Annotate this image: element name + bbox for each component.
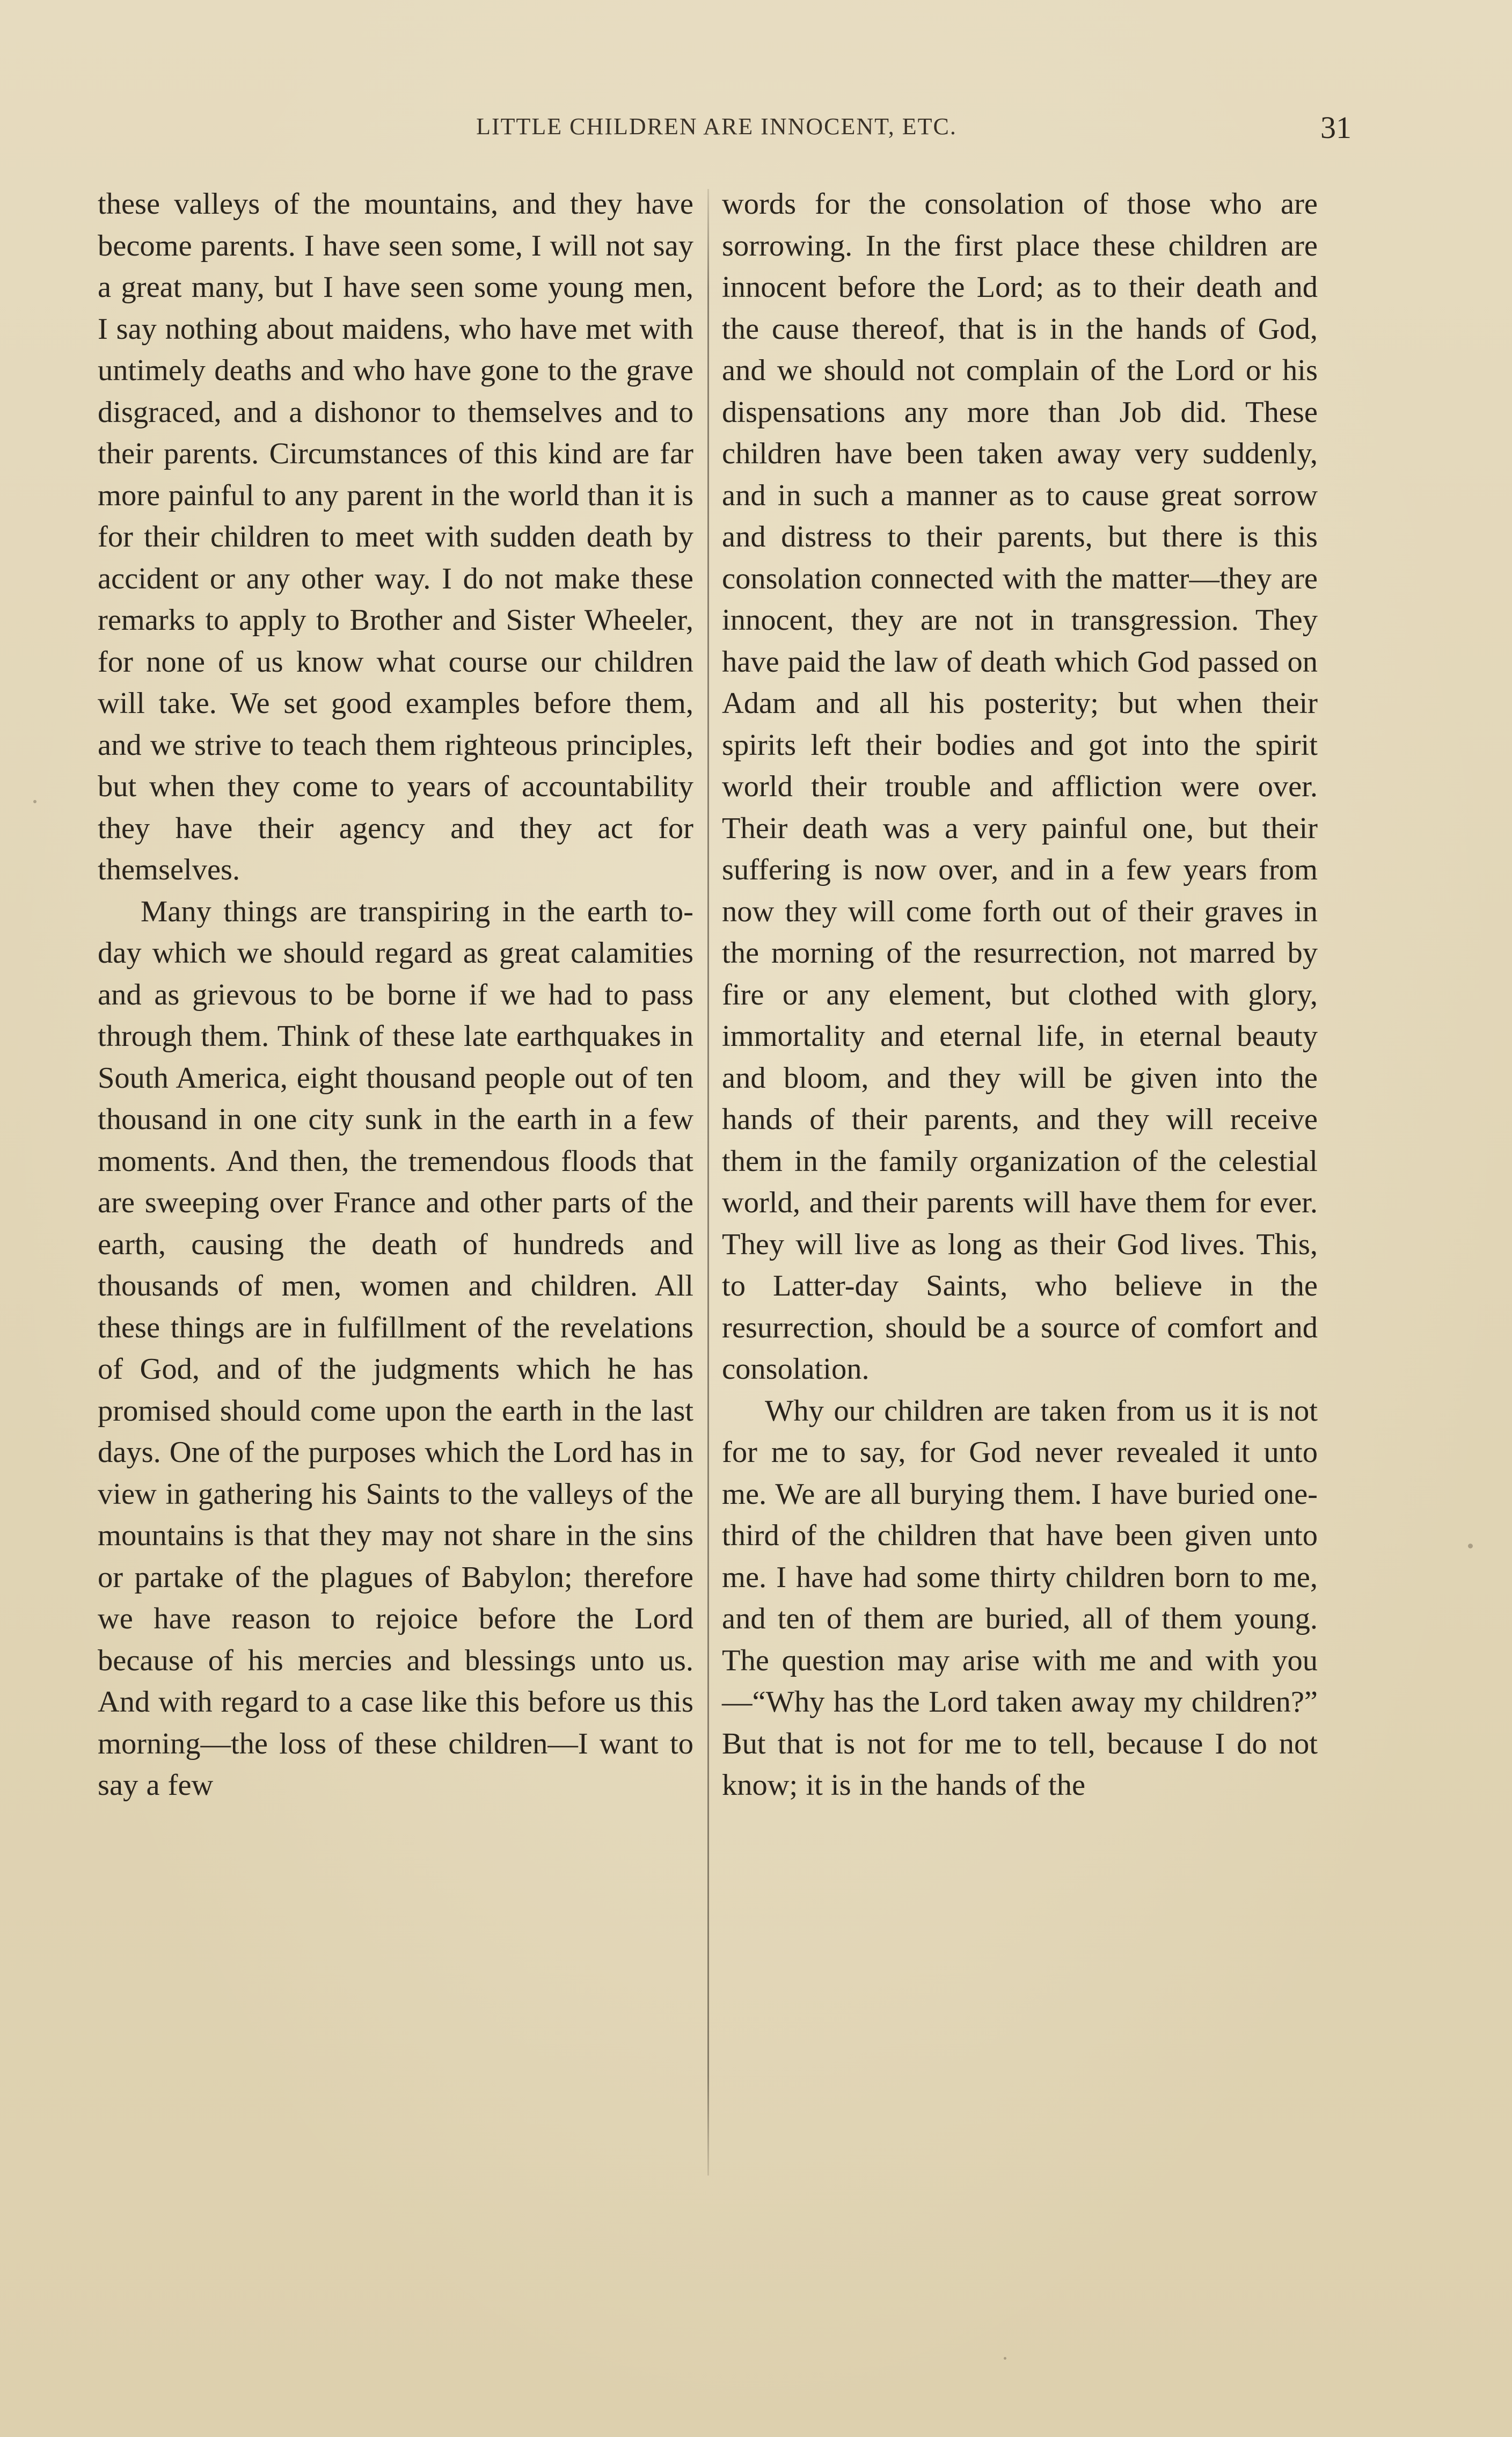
paragraph: Many things are transpiring in the earth to-day which we should regard as great calamities and as grievous to be borne if we had to pass through them. Think of these late earthquakes in South America, eight thousand people out of ten thousand in one city sunk in the earth in a few moments. And then, the tremendous floods that are sweeping over France and other parts of the earth, causing the death of hundreds and thousands of men, women and children. All these things are in fulfillment of the revelations of God, and of the judgments which he has promised should come upon the earth in the last days. One of the purposes which the Lord has in view in gathering his Saints to the valleys of the mountains is that they may not share in the sins or partake of the plagues of Babylon; therefore we have reason to rejoice before the Lord because of his mercies and blessings unto us. And with regard to a case like this before us this morning—the loss of these children—I want to say a few	[98, 894, 693, 1802]
column-divider	[707, 189, 709, 2176]
running-header	[91, 110, 1352, 150]
paragraph: Why our children are taken from us it is not for me to say, for God never revealed it unto me. We are all burying them. I have buried one-third of the children that have been given unto me. I have had some thirty children born to me, and ten of them are buried, all of them young. The question may arise with me and with you—“Why has the Lord taken away my children?” But that is not for me to tell, because I do not know; it is in the hands of the	[722, 1394, 1318, 1802]
paragraph: these valleys of the mountains, and they have become parents. I have seen some, I will not say a great many, but I have seen some young men, I say nothing about maidens, who have met with untimely deaths and who have gone to the grave disgraced, and a dishonor to themselves and to their parents. Circumstances of this kind are far more painful to any parent in the world than it is for their children to meet with sudden death by accident or any other way. I do not make these remarks to apply to Brother and Sister Wheeler, for none of us know what course our children will take. We set good examples before them, and we strive to teach them righteous principles, but when they come to years of accountability they have their agency and they act for themselves.	[98, 187, 693, 886]
right-column	[722, 184, 1318, 1807]
paper-speck	[1004, 2357, 1006, 2360]
paper-speck	[33, 800, 36, 803]
paragraph: words for the consolation of those who are sorrowing. In the first place these children are innocent before the Lord; as to their death and the cause thereof, that is in the hands of God, and we should not complain of the Lord or his dispensations any more than Job did. These children have been taken away very suddenly, and in such a manner as to cause great sorrow and distress to their parents, but there is this consolation connected with the matter—they are innocent, they are not in transgression. They have paid the law of death which God passed on Adam and all his posterity; but when their spirits left their bodies and got into the spirit world their trouble and affliction were over. Their death was a very painful one, but their suffering is now over, and in a few years from now they will come forth out of their graves in the morning of the resurrection, not marred by fire or any element, but clothed with glory, immortality and eternal life, in eternal beauty and bloom, and they will be given into the hands of their parents, and they will receive them in the family organization of the celestial world, and their parents will have them for ever. They will live as long as their God lives. This, to Latter-day Saints, who believe in the resurrection, should be a source of comfort and consolation.	[722, 187, 1318, 1386]
page-number: 31	[1320, 110, 1352, 145]
left-column	[98, 184, 693, 1807]
paper-speck	[1468, 1544, 1473, 1548]
running-title: LITTLE CHILDREN ARE INNOCENT, ETC.	[476, 113, 957, 140]
